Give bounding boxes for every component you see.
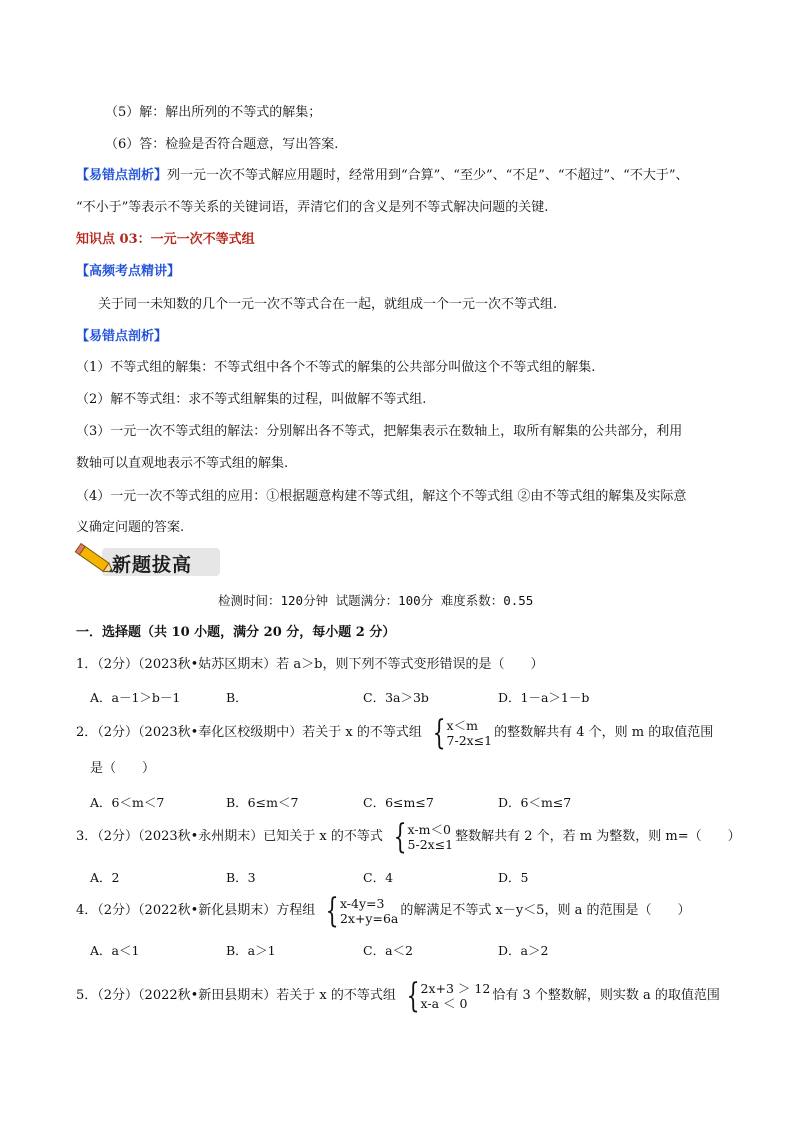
q3-brace: { [393,816,407,857]
q2-option-a[interactable]: A．6＜m＜7 [90,795,165,810]
q1-option-a[interactable]: A．a－1＞b－1 [90,690,181,705]
point-4b: 义确定问题的答案. [76,520,185,535]
q5-post: 恰有 3 个整数解，则实数 a 的取值范围 [492,988,720,1003]
step-5: （5）解：解出所列的不等式的解集； [105,105,322,120]
q4-row-2: 2x+y=6a [339,910,399,926]
q2-brace: { [432,712,446,753]
mistake-tag: 【易错点剖析】 [76,168,168,183]
q2-continuation: 是（ ） [90,761,156,776]
mistake-text-1: 列一元一次不等式解应用题时，经常用到“合算”、“至少”、“不足”、“不超过”、“不大于”、 [167,168,689,183]
question-5-stem [76,975,720,1016]
mistake-tag-2: 【易错点剖析】 [76,329,168,344]
q4-brace: { [325,890,339,931]
question-4-stem [76,890,691,931]
q4-option-a[interactable]: A．a＜1 [90,943,140,958]
knowledge-point-title: 知识点 03：一元一次不等式组 [76,232,255,247]
q3-option-b[interactable]: B．3 [226,870,256,885]
q5-pre: 5．（2分）（2022秋•新田县期末）若关于 x 的不等式组 [76,988,396,1003]
banner-title: 新题拔高 [112,554,193,576]
q2-row-2: 7-2x≤1 [446,732,493,748]
q2-post: 的整数解共有 4 个，则 m 的取值范围 [494,725,714,740]
q1-option-c[interactable]: C．3a＞3b [363,690,429,705]
q4-post: 的解满足不等式 x－y＜5，则 a 的范围是（ ） [400,903,691,918]
point-3a: （3）一元一次不等式组的解法：分别解出各不等式，把解集表示在数轴上，取所有解集的公共部分，利用 [76,424,683,439]
q3-option-d[interactable]: D．5 [498,870,529,885]
q2-pre: 2．（2分）（2023秋•奉化区校级期中）若关于 x 的不等式组 [76,725,422,740]
point-4a: （4）一元一次不等式组的应用：①根据题意构建不等式组，解这个不等式组 ②由不等式组的解集及实际意 [76,489,687,504]
point-1: （1）不等式组的解集：不等式组中各个不等式的解集的公共部分叫做这个不等式组的解集. [76,360,596,375]
section-banner [72,540,222,580]
q5-brace: { [406,975,420,1016]
q5-row-2: x-a ＜ 0 [420,995,468,1011]
q4-option-c[interactable]: C．a＜2 [363,943,413,958]
step-6: （6）答：检验是否符合题意，写出答案. [105,137,339,152]
q3-row-1: x-m＜0 [407,821,451,837]
q2-option-c[interactable]: C．6≤m≤7 [363,795,434,810]
test-info: 检测时间：120分钟 试题满分：100分 难度系数：0.55 [218,593,534,608]
pencil-icon [72,540,116,580]
q4-system [317,890,399,931]
q3-row-2: 5-2x≤1 [407,836,454,852]
question-2-stem [76,712,714,753]
q3-option-c[interactable]: C．4 [363,870,394,885]
point-2: （2）解不等式组：求不等式组解集的过程，叫做解不等式组. [76,392,427,407]
question-3-stem [76,816,741,857]
q4-option-b[interactable]: B．a＞1 [226,943,276,958]
q2-system [424,712,493,753]
q5-system [398,975,491,1016]
q2-row-1: x＜m [446,717,478,733]
point-3b: 数轴可以直观地表示不等式组的解集. [76,456,289,471]
q3-option-a[interactable]: A．2 [90,870,120,885]
q1-option-d[interactable]: D．1－a＞1－b [498,690,590,705]
question-1-stem: 1．（2分）（2023秋•姑苏区期末）若 a＞b，则下列不等式变形错误的是（ ） [76,657,544,672]
q2-option-b[interactable]: B．6≤m＜7 [226,795,299,810]
q2-option-d[interactable]: D．6＜m≤7 [498,795,572,810]
q4-pre: 4．（2分）（2022秋•新化县期末）方程组 [76,903,316,918]
mistake-text-2: “不小于”等表示不等关系的关键词语，弄清它们的含义是列不等式解决问题的关键. [76,200,549,215]
highfreq-tag: 【高频考点精讲】 [76,264,181,279]
highfreq-text: 关于同一未知数的几个一元一次不等式合在一起，就组成一个一元一次不等式组. [98,297,558,312]
q3-system [385,816,454,857]
q1-option-b[interactable]: B． [226,690,248,705]
q4-row-1: x-4y=3 [339,895,385,911]
q5-row-1: 2x+3 ＞ 12 [420,980,491,996]
q4-option-d[interactable]: D．a＞2 [498,943,549,958]
q3-post: 整数解共有 2 个，若 m 为整数，则 m=（ ） [455,829,741,844]
mistake-analysis-1 [76,167,688,185]
q3-pre: 3．（2分）（2023秋•永州期末）已知关于 x 的不等式 [76,829,383,844]
section-heading: 一．选择题（共 10 小题，满分 20 分，每小题 2 分） [76,625,396,640]
